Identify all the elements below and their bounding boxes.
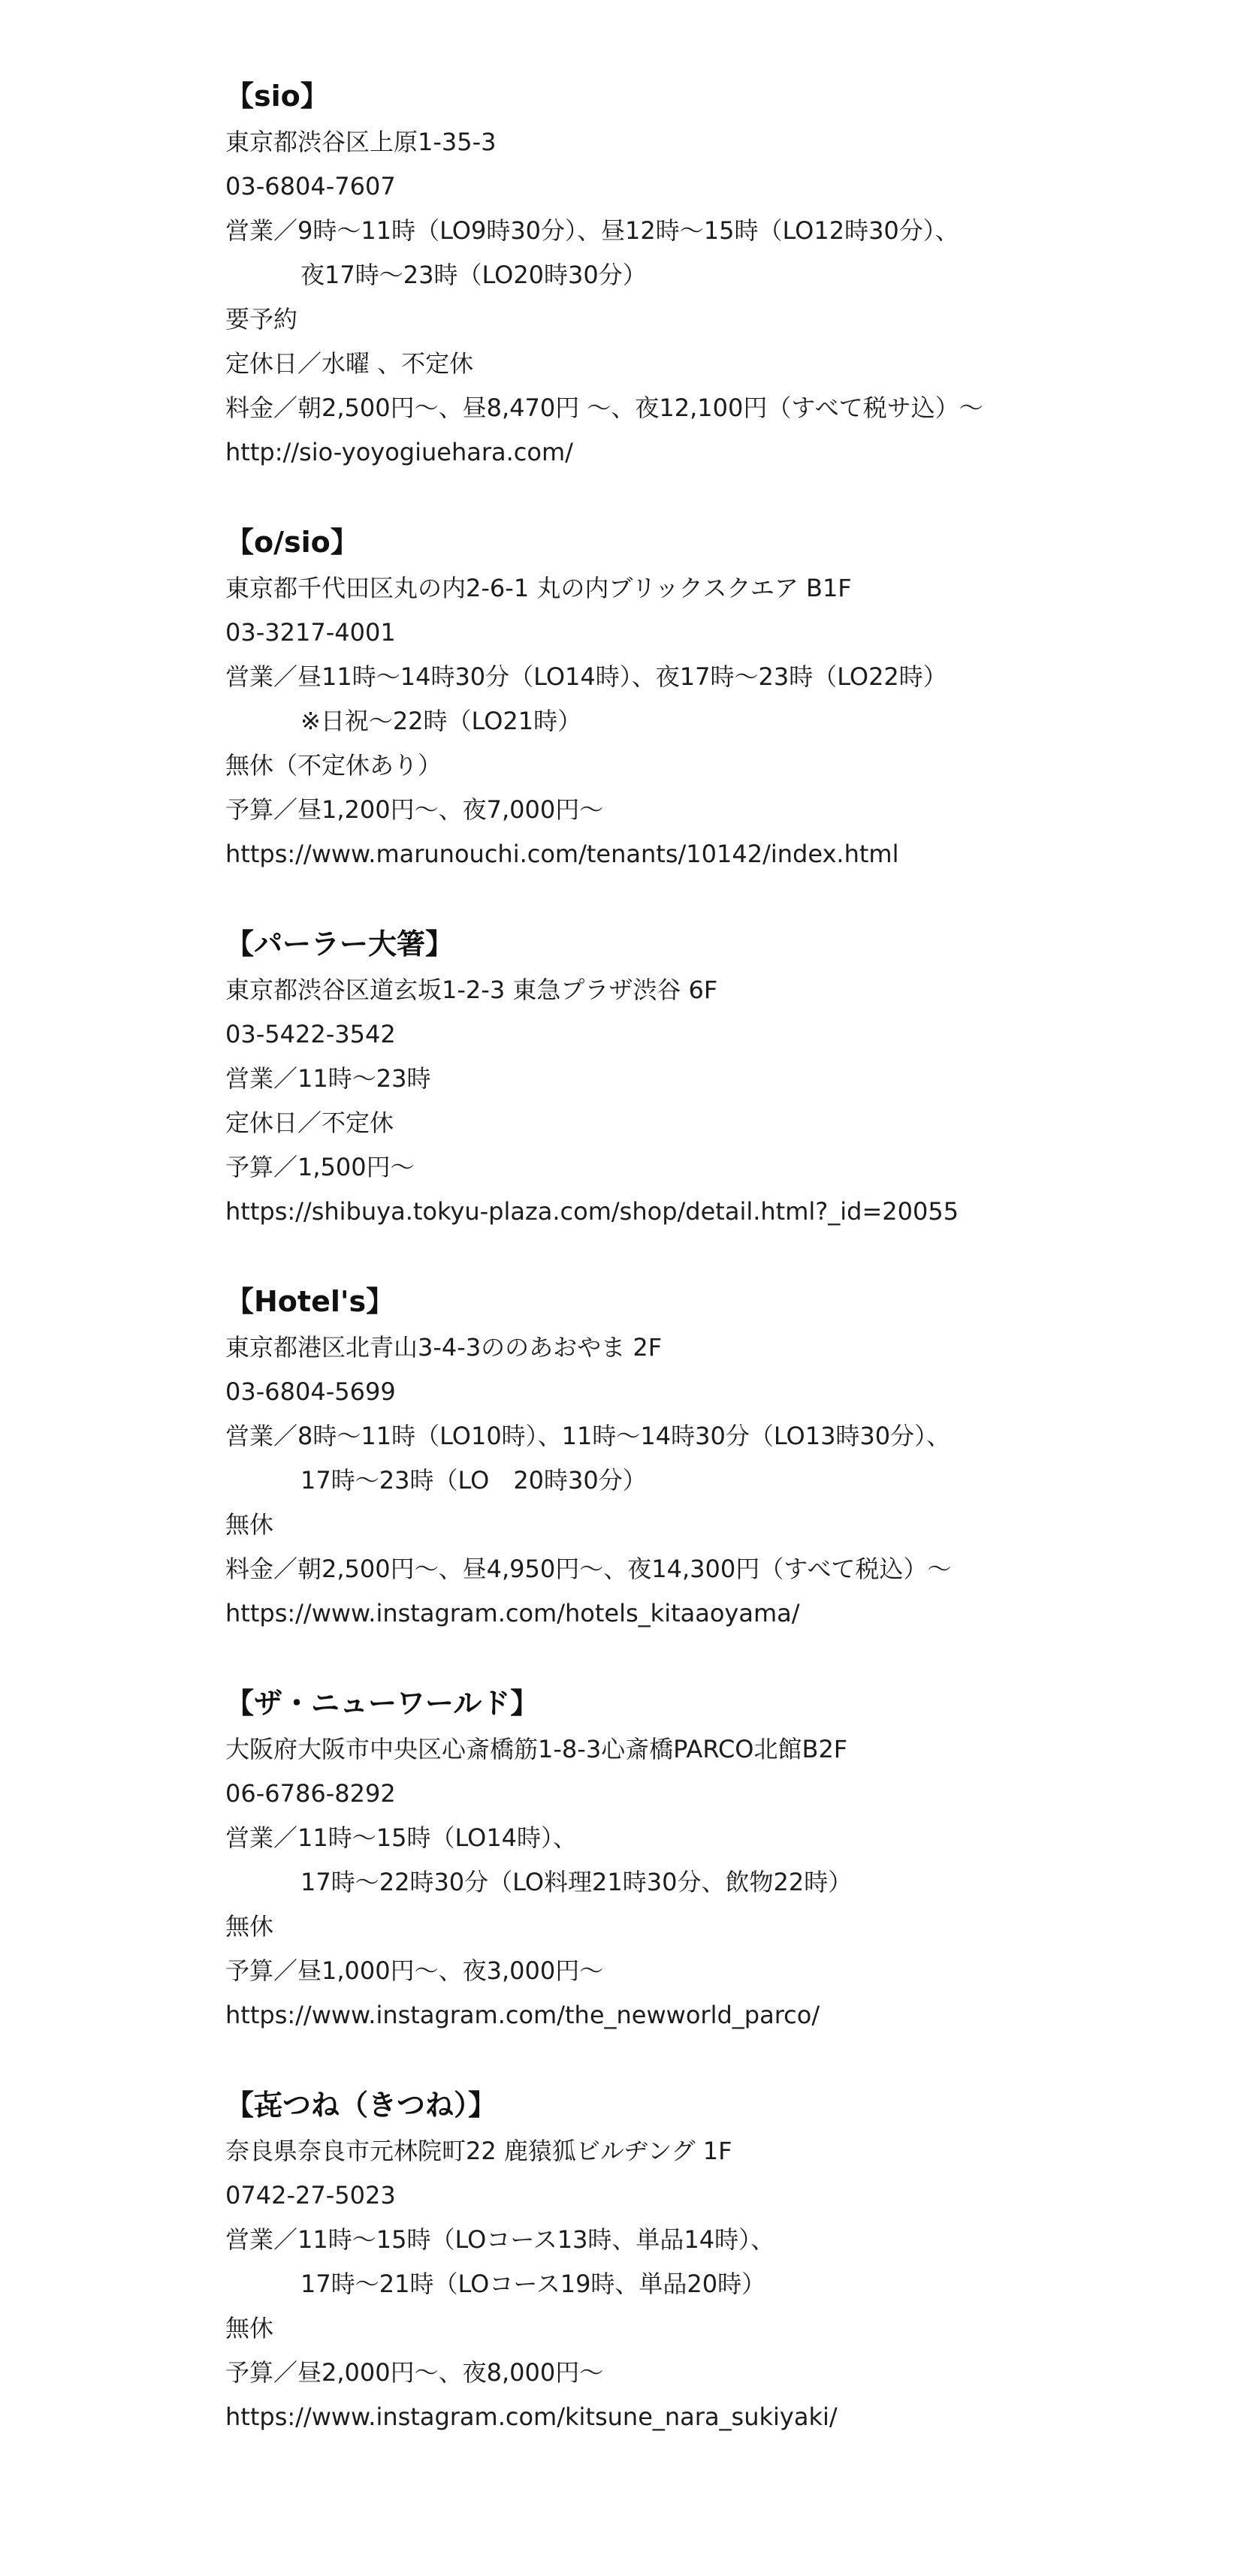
shop-name: 【㐂つね（きつね）】 <box>225 2089 497 2122</box>
shop-closed-days: 無休 <box>225 1912 274 1941</box>
shop-hours: 営業／昼11時～14時30分（LO14時）、夜17時～23時（LO22時） <box>225 662 947 691</box>
shop-address: 東京都渋谷区上原1-35-3 <box>225 128 497 156</box>
shop-url[interactable]: https://www.instagram.com/the_newworld_parco/ <box>225 2001 820 2029</box>
shop-price: 予算／昼1,200円～、夜7,000円～ <box>225 795 604 824</box>
shop-hours: 営業／11時～15時（LO14時）、 <box>225 1823 578 1852</box>
shop-phone: 06-6786-8292 <box>225 1779 396 1808</box>
shop-hours: 営業／11時～15時（LOコース13時、単品14時）、 <box>225 2225 775 2254</box>
shop-price: 予算／昼1,000円～、夜3,000円～ <box>225 1956 604 1985</box>
shop-hours: 営業／8時～11時（LO10時）、11時～14時30分（LO13時30分）、 <box>225 1422 951 1450</box>
shop-closed-days: 無休 <box>225 1510 274 1539</box>
shop-phone: 0742-27-5023 <box>225 2181 396 2210</box>
shop-hours-continued: 17時～21時（LOコース19時、単品20時） <box>300 2270 766 2298</box>
shop-phone: 03-6804-5699 <box>225 1377 396 1406</box>
shop-address: 大阪府大阪市中央区心斎橋筋1-8-3心斎橋PARCO北館B2F <box>225 1735 848 1763</box>
shop-hours: 営業／11時～23時 <box>225 1064 431 1093</box>
shop-url[interactable]: https://www.instagram.com/kitsune_nara_sukiyaki/ <box>225 2403 838 2431</box>
shop-address: 東京都港区北青山3-4-3ののあおやま 2F <box>225 1333 663 1362</box>
shop-hours-continued: 17時～23時（LO 20時30分） <box>300 1466 647 1495</box>
shop-price: 料金／朝2,500円～、昼4,950円～、夜14,300円（すべて税込）～ <box>225 1555 952 1583</box>
shop-hours-continued: 17時～22時30分（LO料理21時30分、飲物22時） <box>300 1868 853 1896</box>
shop-phone: 03-5422-3542 <box>225 1020 396 1048</box>
shop-address: 東京都渋谷区道玄坂1-2-3 東急プラザ渋谷 6F <box>225 976 718 1004</box>
shop-entry-sio <box>225 72 1202 475</box>
shop-entry-parlor-ohashi <box>225 920 1202 1234</box>
shop-hours-continued: ※日祝～22時（LO21時） <box>300 707 582 735</box>
shop-entry-kitsune <box>225 2081 1202 2439</box>
shop-url[interactable]: https://www.marunouchi.com/tenants/10142/index.html <box>225 840 899 868</box>
shop-hours-continued: 夜17時～23時（LO20時30分） <box>300 261 647 289</box>
shop-phone: 03-3217-4001 <box>225 618 396 647</box>
shop-closed-days: 定休日／不定休 <box>225 1109 394 1137</box>
shop-entry-the-new-world <box>225 1679 1202 2038</box>
shop-name: 【sio】 <box>225 80 329 113</box>
shop-price: 料金／朝2,500円～、昼8,470円 ～、夜12,100円（すべて税サ込）～ <box>225 394 983 422</box>
shop-hours: 営業／9時～11時（LO9時30分）、昼12時～15時（LO12時30分）、 <box>225 216 959 245</box>
shop-reservation: 要予約 <box>225 305 298 333</box>
shop-entry-osio <box>225 518 1202 876</box>
shop-name: 【o/sio】 <box>225 526 359 559</box>
shop-entry-hotels <box>225 1277 1202 1636</box>
shop-url[interactable]: https://www.instagram.com/hotels_kitaaoyama/ <box>225 1599 800 1627</box>
shop-price: 予算／昼2,000円～、夜8,000円～ <box>225 2358 604 2387</box>
shop-name: 【ザ・ニューワールド】 <box>225 1687 539 1720</box>
shop-name: 【Hotel's】 <box>225 1285 395 1318</box>
shop-url[interactable]: https://shibuya.tokyu-plaza.com/shop/detail.html?_id=20055 <box>225 1197 959 1226</box>
shop-address: 奈良県奈良市元林院町22 鹿猿狐ビルヂング 1F <box>225 2137 732 2165</box>
shop-closed-days: 無休 <box>225 2314 274 2342</box>
shop-name: 【パーラー大箸】 <box>225 928 454 961</box>
shop-address: 東京都千代田区丸の内2-6-1 丸の内ブリックスクエア B1F <box>225 574 852 602</box>
shop-closed-days: 無休（不定休あり） <box>225 751 442 780</box>
shop-phone: 03-6804-7607 <box>225 172 396 201</box>
shop-price: 予算／1,500円～ <box>225 1153 415 1181</box>
shop-list <box>225 72 1202 2483</box>
shop-url[interactable]: http://sio-yoyogiuehara.com/ <box>225 438 573 466</box>
shop-closed-days: 定休日／水曜 、不定休 <box>225 349 474 378</box>
